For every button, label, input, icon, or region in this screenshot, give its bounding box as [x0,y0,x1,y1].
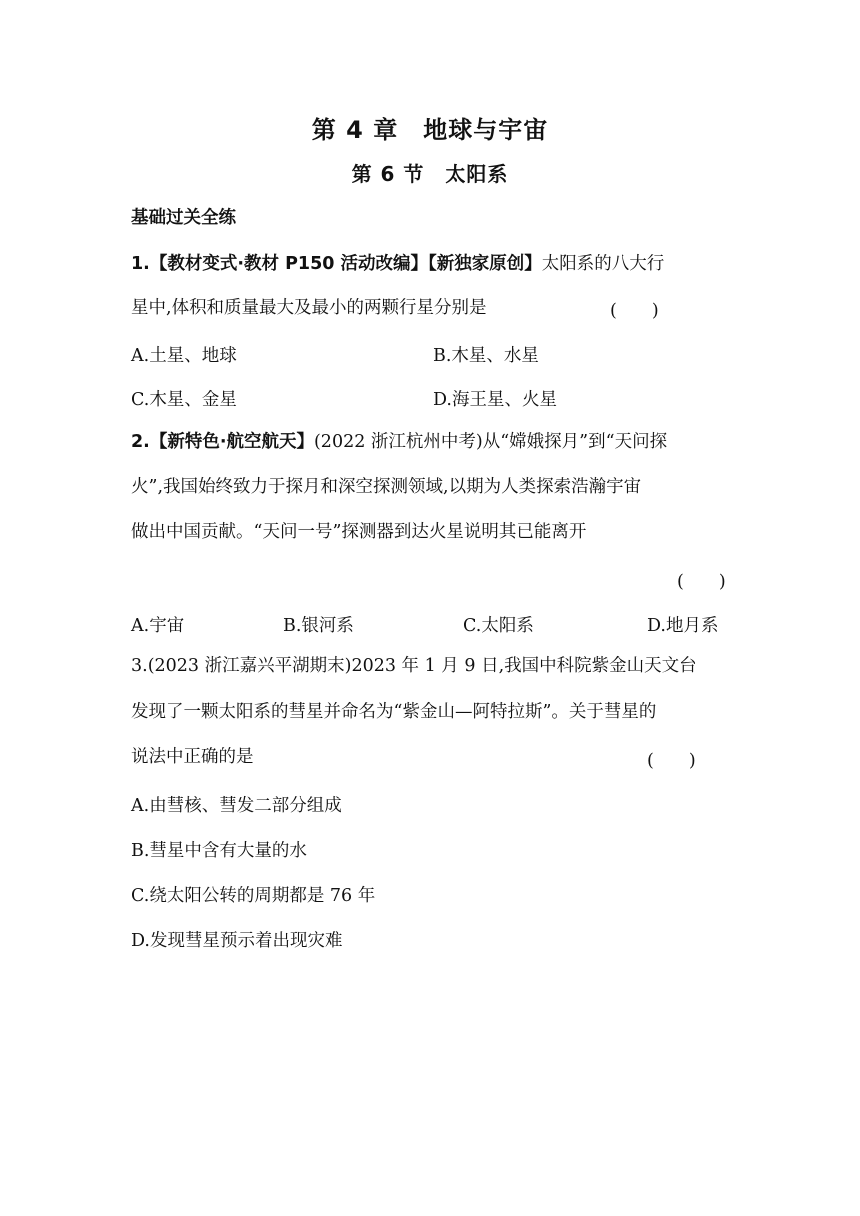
question-2-tag: 2.【新特色·航空航天】 [131,432,314,452]
question-1-line-2: 星中,体积和质量最大及最小的两颗行星分别是 [131,298,487,318]
question-1-line-1 [131,242,731,286]
practice-heading: 基础过关全练 [131,208,236,228]
question-3-answer-blank: ( ) [647,751,696,771]
question-1-option-c: C.木星、金星 [131,390,237,410]
question-2-line-1 [131,420,731,464]
question-2-answer-blank: ( ) [677,572,726,592]
question-3-option-b: B.彗星中含有大量的水 [131,841,307,861]
question-1-option-d: D.海王星、火星 [433,390,557,410]
question-1-stem-part: 太阳系的八大行 [541,254,665,274]
question-3-option-a: A.由彗核、彗发二部分组成 [131,796,342,816]
question-2-stem-part: (2022 浙江杭州中考)从“嫦娥探月”到“天问探 [313,432,668,452]
question-3-line-2: 发现了一颗太阳系的彗星并命名为“紫金山—阿特拉斯”。关于彗星的 [131,702,657,722]
question-2-option-d: D.地月系 [647,616,719,636]
chapter-title: 第 4 章 地球与宇宙 [311,116,549,144]
question-1-tag: 1.【教材变式·教材 P150 活动改编】【新独家原创】 [131,254,542,274]
question-2-option-b: B.银河系 [283,616,354,636]
question-1-option-b: B.木星、水星 [433,346,539,366]
question-3-line-1: 3.(2023 浙江嘉兴平湖期末)2023 年 1 月 9 日,我国中科院紫金山天文台 [131,656,697,676]
question-1-option-a: A.土星、地球 [131,346,237,366]
question-2-line-3: 做出中国贡献。“天问一号”探测器到达火星说明其已能离开 [131,522,587,542]
question-2-option-a: A.宇宙 [131,616,185,636]
question-3-line-3: 说法中正确的是 [131,747,254,767]
question-2-option-c: C.太阳系 [463,616,534,636]
question-1-answer-blank: ( ) [610,301,659,321]
question-2-line-2: 火”,我国始终致力于探月和深空探测领域,以期为人类探索浩瀚宇宙 [131,477,642,497]
section-title: 第 6 节 太阳系 [351,162,509,186]
question-3-option-d: D.发现彗星预示着出现灾难 [131,931,343,951]
question-3-option-c: C.绕太阳公转的周期都是 76 年 [131,886,376,906]
